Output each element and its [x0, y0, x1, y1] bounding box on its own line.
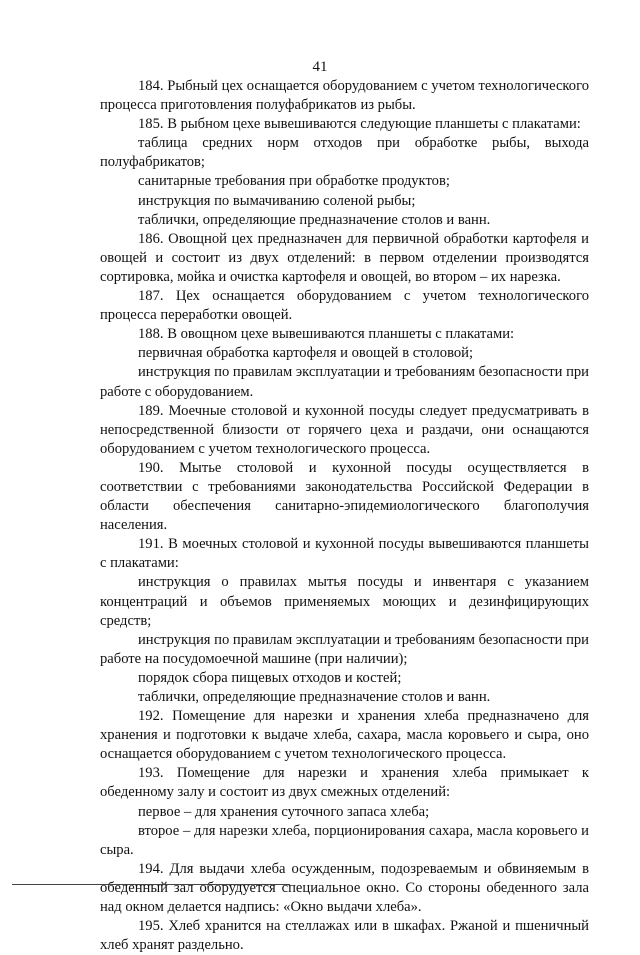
paragraph-192: 192. Помещение для нарезки и хранения хлеба предназначено для хранения и подготовки к выдаче хлеба, сахара, масла коровьего и сыра, оно оснащается оборудованием с учетом технологического процесса.: [100, 708, 589, 763]
list-item: порядок сбора пищевых отходов и костей;: [138, 669, 402, 686]
paragraph-190: 190. Мытье столовой и кухонной посуды осуществляется в соответствии с требованиями законодательства Российской Федерации в области обеспечения санитарно-эпидемиологического благополучия населения.: [100, 459, 589, 534]
document-body: [100, 77, 589, 955]
paragraph-193: 193. Помещение для нарезки и хранения хлеба примыкает к обеденному залу и состоит из двух смежных отделений:: [100, 765, 589, 801]
list-item: инструкция по вымачиванию соленой рыбы;: [138, 192, 416, 209]
paragraph-184: 184. Рыбный цех оснащается оборудованием с учетом технологического процесса приготовления полуфабрикатов из рыбы.: [100, 78, 589, 114]
list-item: таблички, определяющие предназначение столов и ванн.: [138, 689, 491, 705]
list-item: инструкция о правилах мытья посуды и инвентаря с указанием концентраций и объемов применяемых моющих и дезинфицирующих средств;: [100, 574, 589, 629]
paragraph-195: 195. Хлеб хранится на стеллажах или в шкафах. Ржаной и пшеничный хлеб хранят раздельно.: [100, 918, 589, 954]
paragraph-194: 194. Для выдачи хлеба осужденным, подозреваемым и обвиняемым в обеденный зал оборудуется специальное окно. Со стороны обеденного зала над окном делается надпись: «Окно выдачи хлеба».: [100, 860, 589, 916]
paragraph-189: 189. Моечные столовой и кухонной посуды следует предусматривать в непосредственной близости от горячего цеха и раздачи, они оснащаются оборудованием с учетом технологического процесса.: [100, 402, 589, 457]
list-item: первое – для хранения суточного запаса хлеба;: [138, 803, 430, 820]
list-item: санитарные требования при обработке продуктов;: [138, 173, 450, 190]
paragraph-185: 185. В рыбном цехе вывешиваются следующие планшеты с плакатами:: [138, 116, 581, 133]
paragraph-191: 191. В моечных столовой и кухонной посуды вывешиваются планшеты с плакатами:: [100, 536, 589, 572]
paragraph-187: 187. Цех оснащается оборудованием с учетом технологического процесса переработки овощей.: [100, 288, 589, 324]
list-item: таблички, определяющие предназначение столов и ванн.: [138, 211, 491, 228]
list-item: первичная обработка картофеля и овощей в столовой;: [138, 345, 474, 362]
page-number: 41: [312, 59, 328, 75]
list-item: таблица средних норм отходов при обработке рыбы, выхода полуфабрикатов;: [100, 135, 589, 171]
list-item: второе – для нарезки хлеба, порционирования сахара, масла коровьего и сыра.: [100, 822, 589, 858]
list-item: инструкция по правилам эксплуатации и требованиям безопасности при работе на посудомоечной машине (при наличии);: [100, 631, 589, 667]
list-item: инструкция по правилам эксплуатации и требованиям безопасности при работе с оборудованием.: [100, 364, 589, 400]
footnote-divider: [12, 884, 290, 885]
paragraph-188: 188. В овощном цехе вывешиваются планшеты с плакатами:: [138, 326, 515, 343]
paragraph-186: 186. Овощной цех предназначен для первичной обработки картофеля и овощей и состоит из двух отделений: в первом отделении производятся сортировка, мойка и очистка картофеля и овощей, во втором – их нарезка.: [100, 230, 589, 285]
